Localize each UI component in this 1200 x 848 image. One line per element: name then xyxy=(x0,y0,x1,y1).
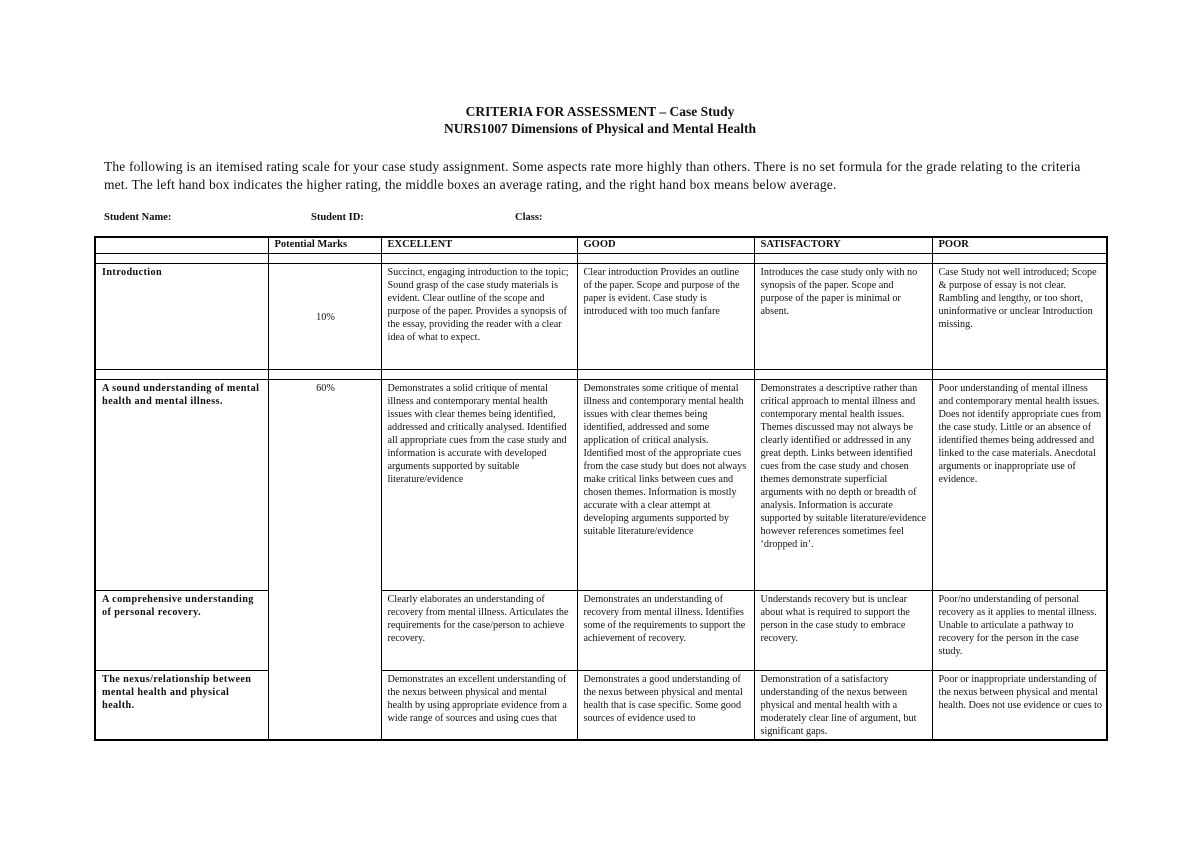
criterion-introduction: Introduction xyxy=(95,264,268,370)
criterion-mental-health: A sound understanding of mental health and mental illness. xyxy=(95,380,268,591)
cell-excellent: Succinct, engaging introduction to the topic; Sound grasp of the case study materials is evident. Clear outline of the scope and purpose of the paper. Provides a synopsis of the essay, providing the reader with a clear idea of what to expect. xyxy=(381,264,577,370)
cell-poor: Poor/no understanding of personal recovery as it applies to mental illness. Unable to articulate a pathway to recovery for the person in the case study. xyxy=(932,591,1107,671)
header-poor: POOR xyxy=(932,237,1107,254)
cell-excellent: Clearly elaborates an understanding of recovery from mental illness. Articulates the requirements for the case/person to achieve recovery. xyxy=(381,591,577,671)
header-good: GOOD xyxy=(577,237,754,254)
header-excellent: EXCELLENT xyxy=(381,237,577,254)
table-header-row xyxy=(95,237,1107,254)
intro-paragraph: The following is an itemised rating scale for your case study assignment. Some aspects rate more highly than others. There is no set formula for the grade relating to the criteria met. The left hand box indicates the higher rating, the middle boxes an average rating, and the right hand box means below average. xyxy=(104,159,1081,192)
table-row xyxy=(95,264,1107,370)
page-subtitle: NURS1007 Dimensions of Physical and Mental Health xyxy=(443,121,757,136)
student-name-label: Student Name: xyxy=(104,212,172,223)
marks-introduction: 10% xyxy=(268,264,381,370)
cell-poor: Case Study not well introduced; Scope & purpose of essay is not clear. Rambling and lengthy, or too short, uninformative or unclear Introduction missing. xyxy=(932,264,1107,370)
criterion-nexus: The nexus/relationship between mental health and physical health. xyxy=(95,671,268,741)
criterion-personal-recovery: A comprehensive understanding of personal recovery. xyxy=(95,591,268,671)
cell-satisfactory: Demonstrates a descriptive rather than critical approach to mental illness and contemporary mental health issues. Themes discussed may not always be clearly identified or addressed in any great depth. Links between identified cues from the case study and chosen themes demonstrate superficial arguments with no depth or breadth of analysis. Information is accurate supported by suitable literature/evidence however references sometimes feel ‘dropped in’. xyxy=(754,380,932,591)
cell-good: Clear introduction Provides an outline of the paper. Scope and purpose of the paper is evident. Case study is introduced with too much fanfare xyxy=(577,264,754,370)
cell-excellent: Demonstrates an excellent understanding of the nexus between physical and mental health by using appropriate evidence from a wide range of sources and using cues that xyxy=(381,671,577,741)
table-row xyxy=(95,671,1107,741)
table-row xyxy=(95,591,1107,671)
cell-good: Demonstrates some critique of mental illness and contemporary mental health issues with clear themes being identified, addressed and some application of critical analysis. Identified most of the appropriate cues from the case study but does not always make critical links between cues and chosen themes. Information is mostly accurate with a clear attempt at developing arguments supported by suitable literature/evidence xyxy=(577,380,754,591)
page-title: CRITERIA FOR ASSESSMENT – Case Study xyxy=(465,104,735,119)
header-satisfactory: SATISFACTORY xyxy=(754,237,932,254)
class-label: Class: xyxy=(515,212,543,223)
student-id-label: Student ID: xyxy=(311,212,364,223)
marks-personal-recovery xyxy=(268,591,381,671)
table-row xyxy=(95,380,1107,591)
cell-good: Demonstrates a good understanding of the nexus between physical and mental health that is case specific. Some good sources of evidence used to xyxy=(577,671,754,741)
rubric-table xyxy=(94,236,1108,741)
cell-good: Demonstrates an understanding of recovery from mental illness. Identifies some of the requirements to support the achievement of recovery. xyxy=(577,591,754,671)
cell-poor: Poor or inappropriate understanding of the nexus between physical and mental health. Does not use evidence or cues to xyxy=(932,671,1107,741)
spacer-row xyxy=(95,254,1107,264)
marks-nexus xyxy=(268,671,381,741)
header-potential-marks: Potential Marks xyxy=(268,237,381,254)
header-criterion xyxy=(95,237,268,254)
cell-excellent: Demonstrates a solid critique of mental illness and contemporary mental health issues with clear themes being identified, addressed and critically analysed. Identified all appropriate cues from the case study and information is accurate with developed arguments supported by suitable literature/evidence xyxy=(381,380,577,591)
marks-mental-health: 60% xyxy=(268,380,381,591)
cell-satisfactory: Demonstration of a satisfactory understanding of the nexus between physical and mental health with a moderately clear line of argument, but significant gaps. xyxy=(754,671,932,741)
cell-satisfactory: Understands recovery but is unclear about what is required to support the person in the case study to embrace recovery. xyxy=(754,591,932,671)
spacer-row xyxy=(95,370,1107,380)
cell-satisfactory: Introduces the case study only with no synopsis of the paper. Scope and purpose of the paper is minimal or absent. xyxy=(754,264,932,370)
cell-poor: Poor understanding of mental illness and contemporary mental health issues. Does not identify appropriate cues from the case study. Little or an absence of identified themes being addressed and linked to the case materials. Anecdotal arguments or inappropriate use of evidence. xyxy=(932,380,1107,591)
